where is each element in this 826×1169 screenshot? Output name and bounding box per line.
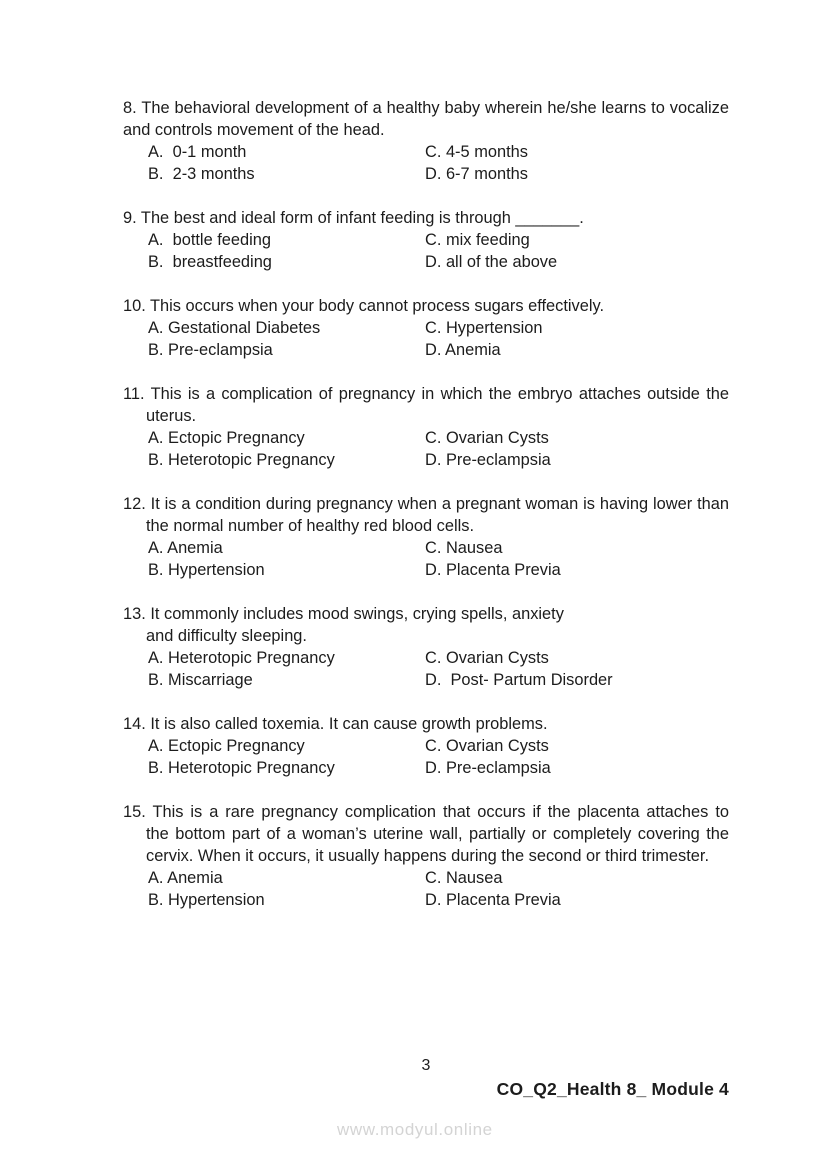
question-12-text-line: the normal number of healthy red blood cells. (146, 517, 474, 535)
question-8-option-c: C. 4-5 months (425, 143, 528, 161)
question-14 (123, 713, 729, 779)
question-11-option-c: C. Ovarian Cysts (425, 429, 549, 447)
question-10-option-row (123, 339, 729, 361)
question-10 (123, 295, 729, 361)
question-13-text-line: and difficulty sleeping. (146, 627, 307, 645)
question-13-option-c: C. Ovarian Cysts (425, 649, 549, 667)
question-15-option-a: A. Anemia (148, 869, 223, 887)
question-9 (123, 207, 729, 273)
question-9-text-line: 9. The best and ideal form of infant feeding is through _______. (123, 209, 584, 227)
question-14-option-a: A. Ectopic Pregnancy (148, 737, 305, 755)
question-14-text-line: 14. It is also called toxemia. It can cause growth problems. (123, 715, 548, 733)
question-13 (123, 603, 729, 691)
question-13-option-d: D. Post- Partum Disorder (425, 671, 613, 689)
question-15-option-row (123, 889, 729, 911)
watermark: www.modyul.online (337, 1120, 493, 1139)
question-13-option-b: B. Miscarriage (148, 671, 253, 689)
question-12-option-a: A. Anemia (148, 539, 223, 557)
question-12-option-row (123, 537, 729, 559)
question-11-text-line: 11. This is a complication of pregnancy in which the embryo attaches outside the (123, 385, 729, 403)
question-9-option-row (123, 251, 729, 273)
question-9-option-a: A. bottle feeding (148, 231, 272, 249)
question-8-option-b: B. 2-3 months (148, 165, 255, 183)
question-13-text-line: 13. It commonly includes mood swings, crying spells, anxiety (123, 605, 564, 623)
question-13-option-row (123, 647, 729, 669)
question-11-text-line: uterus. (146, 407, 197, 425)
question-12-option-c: C. Nausea (425, 539, 503, 557)
question-14-option-row (123, 757, 729, 779)
question-10-option-row (123, 317, 729, 339)
question-8-option-row (123, 141, 729, 163)
question-11-option-a: A. Ectopic Pregnancy (148, 429, 305, 447)
question-8-option-d: D. 6-7 months (425, 165, 528, 183)
question-12-option-row (123, 559, 729, 581)
question-14-option-d: D. Pre-eclampsia (425, 759, 551, 777)
question-8-text-line: 8. The behavioral development of a healthy baby wherein he/she learns to vocalize (123, 99, 729, 117)
question-10-option-c: C. Hypertension (425, 319, 543, 337)
question-15 (123, 801, 729, 911)
question-15-text-line: the bottom part of a woman’s uterine wall, partially or completely covering the (146, 825, 729, 843)
question-8-option-a: A. 0-1 month (148, 143, 247, 161)
page-number: 3 (421, 1057, 431, 1074)
footer-module-label: CO_Q2_Health 8_ Module 4 (496, 1079, 729, 1099)
question-15-option-b: B. Hypertension (148, 891, 265, 909)
question-10-option-b: B. Pre-eclampsia (148, 341, 273, 359)
question-14-option-c: C. Ovarian Cysts (425, 737, 549, 755)
question-12-text-line: 12. It is a condition during pregnancy when a pregnant woman is having lower than (123, 495, 729, 513)
question-15-option-c: C. Nausea (425, 869, 503, 887)
question-12-option-d: D. Placenta Previa (425, 561, 561, 579)
question-13-option-a: A. Heterotopic Pregnancy (148, 649, 335, 667)
question-11-option-row (123, 449, 729, 471)
question-15-option-row (123, 867, 729, 889)
question-14-option-row (123, 735, 729, 757)
question-11-option-row (123, 427, 729, 449)
question-15-text-line: 15. This is a rare pregnancy complication that occurs if the placenta attaches to (123, 803, 729, 821)
question-15-option-d: D. Placenta Previa (425, 891, 561, 909)
question-15-text-line: cervix. When it occurs, it usually happens during the second or third trimester. (146, 847, 710, 865)
quiz-questions (123, 97, 729, 933)
question-11-option-b: B. Heterotopic Pregnancy (148, 451, 335, 469)
question-9-option-d: D. all of the above (425, 253, 558, 271)
question-11-option-d: D. Pre-eclampsia (425, 451, 551, 469)
question-12 (123, 493, 729, 581)
question-14-option-b: B. Heterotopic Pregnancy (148, 759, 335, 777)
question-9-option-row (123, 229, 729, 251)
question-10-option-a: A. Gestational Diabetes (148, 319, 321, 337)
question-12-option-b: B. Hypertension (148, 561, 265, 579)
question-13-option-row (123, 669, 729, 691)
question-11 (123, 383, 729, 471)
question-8-option-row (123, 163, 729, 185)
question-10-text-line: 10. This occurs when your body cannot process sugars effectively. (123, 297, 605, 315)
question-9-option-c: C. mix feeding (425, 231, 530, 249)
question-8 (123, 97, 729, 185)
question-9-option-b: B. breastfeeding (148, 253, 272, 271)
question-10-option-d: D. Anemia (425, 341, 501, 359)
question-8-text-line: and controls movement of the head. (123, 121, 385, 139)
